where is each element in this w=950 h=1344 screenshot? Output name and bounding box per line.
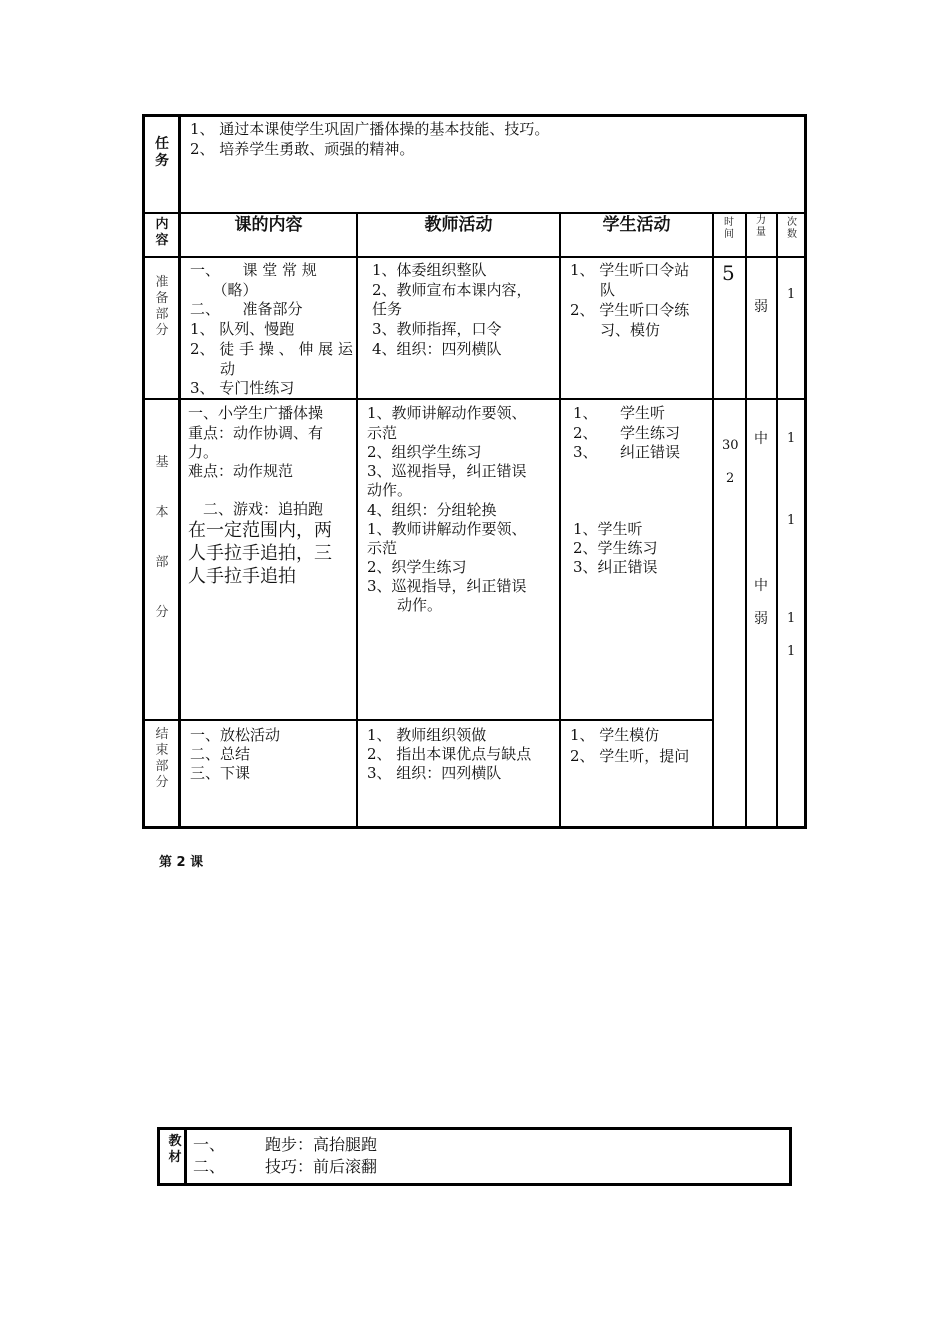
col-divider	[776, 212, 778, 829]
header-time: 时间	[724, 217, 734, 240]
prep-teacher-line: 2、教师宣布本课内容，	[372, 281, 532, 299]
basic-count-2: 1	[787, 513, 796, 528]
task-label: 任务	[155, 136, 169, 169]
task-line-2: 2、 培养学生勇敢、顽强的精神。	[190, 140, 415, 158]
basic-teacher-line: 示范	[367, 539, 398, 557]
basic-content-line: 一、小学生广播体操	[188, 404, 324, 422]
basic-content-line: 重点：动作协调、有	[188, 424, 324, 442]
col-divider	[559, 212, 561, 829]
prep-student-line: 习、模仿	[570, 321, 661, 339]
basic-time-2: 2	[726, 471, 735, 486]
prep-teacher-line: 3、教师指挥，口令	[372, 320, 502, 338]
basic-teacher-line: 4、组织：分组轮换	[367, 501, 497, 519]
prep-content-line: 一、 课 堂 常 规	[190, 261, 317, 279]
lesson-2-title: 第 2 课	[159, 855, 204, 870]
basic-teacher-line: 动作。	[367, 481, 413, 499]
prep-teacher-line: 1、体委组织整队	[372, 261, 487, 279]
basic-teacher-line: 示范	[367, 424, 398, 442]
col-divider	[745, 212, 747, 829]
basic-student-line: 1、 学生听	[573, 404, 666, 422]
prep-student-line: 队	[570, 281, 616, 299]
basic-count-3: 1	[787, 611, 796, 626]
basic-content-large-line: 在一定范围内，两	[188, 520, 332, 541]
prep-content-line: 动	[190, 360, 236, 378]
prep-teacher-line: 任务	[372, 300, 403, 318]
basic-teacher-line: 1、教师讲解动作要领、	[367, 520, 527, 538]
end-teacher-line: 1、 教师组织领做	[367, 726, 487, 744]
basic-time-1: 30	[722, 438, 739, 453]
prep-content-line: （略）	[190, 281, 258, 299]
basic-teacher-line: 2、织学生练习	[367, 558, 467, 576]
prep-student-line: 1、 学生听口令站	[570, 261, 690, 279]
prep-count: 1	[787, 287, 796, 302]
end-student-line: 2、 学生听，提问	[570, 747, 690, 765]
basic-intensity-2: 中	[754, 578, 768, 594]
prep-content-line: 3、 专门性练习	[190, 379, 295, 397]
materials-line-2: 二、 技巧：前后滚翻	[193, 1157, 378, 1176]
basic-intensity-1: 中	[754, 431, 768, 447]
header-section: 内容	[155, 217, 169, 248]
basic-content-line: 二、游戏：追拍跑	[188, 500, 324, 518]
col-divider	[356, 212, 358, 829]
row-divider	[142, 212, 807, 214]
basic-teacher-line: 3、巡视指导，纠正错误	[367, 462, 527, 480]
prep-intensity: 弱	[754, 299, 768, 315]
materials-label: 教材	[168, 1134, 182, 1165]
header-intensity: 力量	[756, 215, 766, 238]
basic-teacher-line: 2、组织学生练习	[367, 443, 482, 461]
basic-count-1: 1	[787, 431, 796, 446]
basic-content-line: 力。	[188, 443, 219, 461]
basic-student-line: 2、学生练习	[573, 539, 658, 557]
col-divider	[712, 212, 714, 829]
basic-label-char-1: 基本部分	[155, 455, 169, 620]
basic-count-4: 1	[787, 644, 796, 659]
end-content-line: 一、放松活动	[190, 726, 281, 744]
task-line-1: 1、 通过本课使学生巩固广播体操的基本技能、技巧。	[190, 120, 550, 138]
prep-content-line: 1、 队列、慢跑	[190, 320, 295, 338]
end-content-line: 三、下课	[190, 764, 251, 782]
row-divider	[142, 719, 714, 721]
basic-teacher-line: 动作。	[367, 596, 443, 614]
basic-student-line: 3、 纠正错误	[573, 443, 681, 461]
row-divider	[142, 256, 807, 258]
prep-student-line: 2、 学生听口令练	[570, 301, 690, 319]
basic-student-line: 3、纠正错误	[573, 558, 658, 576]
end-student-line: 1、 学生模仿	[570, 726, 660, 744]
header-teacher: 教师活动	[424, 215, 493, 235]
basic-teacher-line: 1、教师讲解动作要领、	[367, 404, 527, 422]
prep-content-line: 2、 徒 手 操 、 伸 展 运	[190, 340, 353, 358]
prep-content-line: 二、 准备部分	[190, 300, 303, 318]
basic-student-line: 2、 学生练习	[573, 424, 681, 442]
basic-content-large-line: 人手拉手追拍	[188, 566, 296, 587]
prep-time: 5	[722, 261, 735, 285]
basic-teacher-line: 3、巡视指导，纠正错误	[367, 577, 527, 595]
end-label: 结束部分	[155, 727, 169, 790]
basic-student-line: 1、学生听	[573, 520, 643, 538]
header-count: 次数	[787, 217, 797, 240]
basic-content-line: 难点：动作规范	[188, 462, 294, 480]
header-student: 学生活动	[602, 215, 671, 235]
end-content-line: 二、总结	[190, 745, 251, 763]
materials-line-1: 一、 跑步：高抬腿跑	[193, 1135, 378, 1154]
prep-label: 准备部分	[155, 275, 169, 338]
header-content: 课的内容	[234, 215, 303, 235]
end-teacher-line: 2、 指出本课优点与缺点	[367, 745, 532, 763]
basic-content-large-line: 人手拉手追拍，三	[188, 543, 332, 564]
basic-intensity-3: 弱	[754, 611, 768, 627]
prep-teacher-line: 4、组织：四列横队	[372, 340, 502, 358]
end-teacher-line: 3、 组织：四列横队	[367, 764, 502, 782]
